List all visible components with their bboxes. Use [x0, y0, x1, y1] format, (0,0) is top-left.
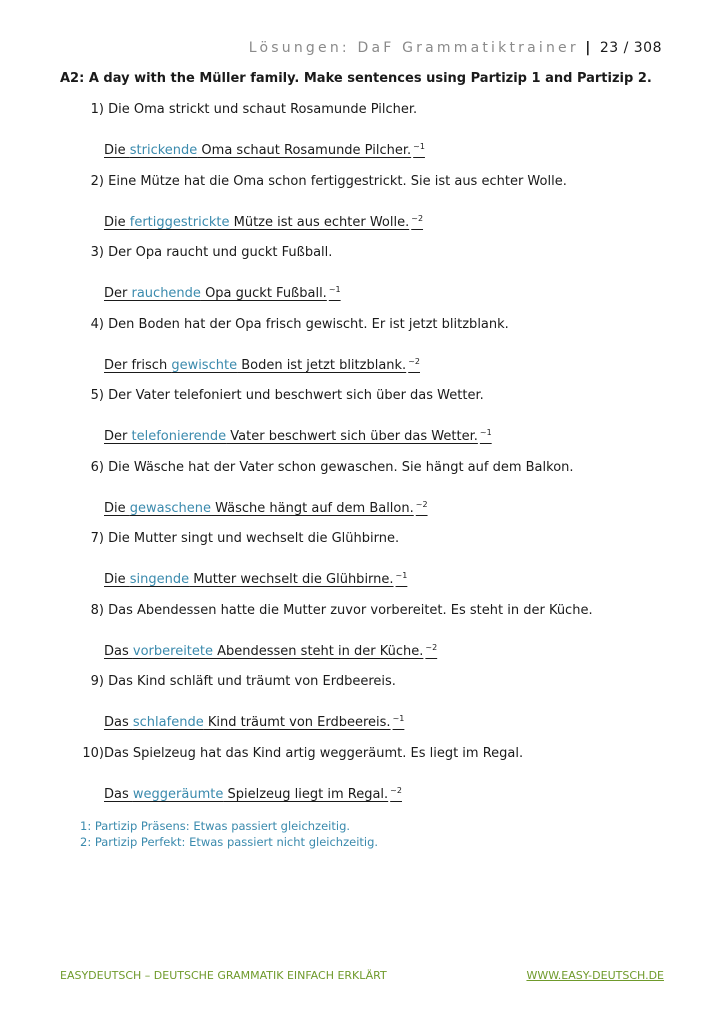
page-number: 23 / 308 — [599, 40, 662, 56]
answer-start: Die — [104, 500, 130, 516]
exercise-item — [60, 172, 680, 244]
answer — [104, 352, 420, 376]
question-text: Die Oma strickt und schaut Rosamunde Pilcher. — [108, 102, 418, 117]
answer — [104, 781, 402, 805]
question — [60, 100, 680, 120]
question — [60, 672, 680, 692]
answer-end: Spielzeug liegt im Regal. — [223, 786, 389, 802]
answer-start: Die — [104, 214, 130, 230]
question-text: Die Wäsche hat der Vater schon gewaschen. Sie hängt auf dem Balkon. — [108, 459, 574, 475]
participle: rauchende — [131, 286, 201, 301]
item-number: 5) — [90, 388, 104, 403]
exercise-item — [60, 243, 680, 315]
header-separator: | — [585, 40, 591, 56]
answer-start: Die — [104, 143, 130, 158]
answer-start: Der frisch — [104, 357, 172, 373]
item-number: 3) — [90, 245, 104, 260]
question-text: Das Abendessen hatte die Mutter zuvor vorbereitet. Es steht in der Küche. — [108, 602, 593, 618]
item-number: 8) — [90, 602, 104, 618]
answer — [104, 495, 428, 519]
exercise-list — [60, 100, 680, 815]
footnote-mark: ~1 — [413, 142, 425, 151]
participle: telefonierende — [131, 429, 227, 444]
question-text: Der Opa raucht und guckt Fußball. — [108, 245, 333, 260]
item-number: 4) — [90, 316, 104, 332]
footnote-mark: ~1 — [395, 571, 408, 580]
answer-end: Vater beschwert sich über das Wetter. — [226, 429, 478, 444]
task-heading: A2: A day with the Müller family. Make sentences using Partizip 1 and Partizip 2. — [60, 71, 652, 86]
answer-end: Kind träumt von Erdbeereis. — [203, 715, 391, 730]
participle: fertiggestrickte — [129, 214, 230, 230]
answer — [104, 137, 425, 161]
item-number: 6) — [90, 459, 104, 475]
answer — [104, 709, 404, 733]
participle: schlafende — [132, 715, 204, 730]
question — [60, 601, 680, 621]
footnote-mark: ~2 — [411, 213, 424, 223]
exercise-item — [60, 100, 680, 172]
answer-end: Mütze ist aus echter Wolle. — [229, 214, 410, 230]
question — [60, 243, 680, 263]
answer — [104, 423, 492, 447]
footnote-mark: ~2 — [408, 356, 420, 366]
answer — [104, 209, 423, 233]
item-number: 10) — [82, 745, 104, 761]
answer-end: Opa guckt Fußball. — [200, 286, 327, 301]
exercise-item — [60, 315, 680, 387]
participle: strickende — [129, 143, 198, 158]
answer-start: Das — [104, 643, 133, 659]
header-title: Lösungen: DaF Grammatiktrainer — [248, 40, 579, 56]
footnote-mark: ~1 — [392, 714, 405, 723]
participle: gewaschene — [129, 500, 212, 516]
question-text: Eine Mütze hat die Oma schon fertiggestrickt. Sie ist aus echter Wolle. — [108, 173, 567, 189]
participle: vorbereitete — [132, 643, 213, 659]
answer-end: Boden ist jetzt blitzblank. — [237, 357, 407, 373]
participle: singende — [129, 572, 190, 587]
answer-end: Mutter wechselt die Glühbirne. — [189, 572, 394, 587]
item-number: 9) — [90, 674, 104, 689]
footnote-mark: ~2 — [425, 642, 438, 652]
footnote-mark: ~2 — [390, 785, 402, 795]
question-text: Das Kind schläft und träumt von Erdbeereis. — [108, 674, 396, 689]
question-text: Der Vater telefoniert und beschwert sich über das Wetter. — [108, 388, 484, 403]
question — [60, 529, 680, 549]
participle: weggeräumte — [132, 786, 224, 802]
answer-end: Wäsche hängt auf dem Ballon. — [211, 500, 414, 516]
page-header — [249, 40, 662, 56]
exercise-item — [60, 529, 680, 601]
item-number: 1) — [90, 102, 104, 117]
answer-start: Der — [104, 429, 132, 444]
question-text: Den Boden hat der Opa frisch gewischt. Er ist jetzt blitzblank. — [108, 316, 509, 332]
question — [60, 458, 680, 478]
exercise-item — [60, 386, 680, 458]
answer — [104, 566, 407, 590]
exercise-item — [60, 458, 680, 530]
answer-start: Das — [104, 786, 133, 802]
answer — [104, 280, 341, 304]
footnote-mark: ~2 — [415, 499, 428, 509]
footer-brand: EASYDEUTSCH – DEUTSCHE GRAMMATIK EINFACH ERKLÄRT — [60, 969, 387, 982]
answer-end: Oma schaut Rosamunde Pilcher. — [197, 143, 412, 158]
footnote-2: 2: Partizip Perfekt: Etwas passiert nicht gleichzeitig. — [80, 835, 379, 849]
question — [60, 172, 680, 192]
item-number: 7) — [90, 531, 104, 546]
footnote-mark: ~1 — [328, 285, 341, 294]
footer-website-link[interactable]: WWW.EASY-DEUTSCH.DE — [526, 969, 664, 982]
item-number: 2) — [90, 173, 104, 189]
exercise-item — [60, 744, 680, 816]
participle: gewischte — [171, 357, 238, 373]
footnote-1: 1: Partizip Präsens: Etwas passiert gleichzeitig. — [80, 819, 351, 833]
answer-start: Das — [104, 715, 133, 730]
question — [60, 315, 680, 335]
answer-end: Abendessen steht in der Küche. — [213, 643, 424, 659]
question-text: Die Mutter singt und wechselt die Glühbirne. — [108, 531, 400, 546]
question-text: Das Spielzeug hat das Kind artig weggeräumt. Es liegt im Regal. — [104, 745, 524, 761]
answer-start: Die — [104, 572, 130, 587]
footnote-mark: ~1 — [479, 428, 492, 437]
exercise-item — [60, 672, 680, 744]
question — [60, 386, 680, 406]
exercise-item — [60, 601, 680, 673]
answer-start: Der — [104, 286, 132, 301]
footnotes — [80, 818, 378, 850]
answer — [104, 638, 437, 662]
question — [60, 744, 680, 764]
